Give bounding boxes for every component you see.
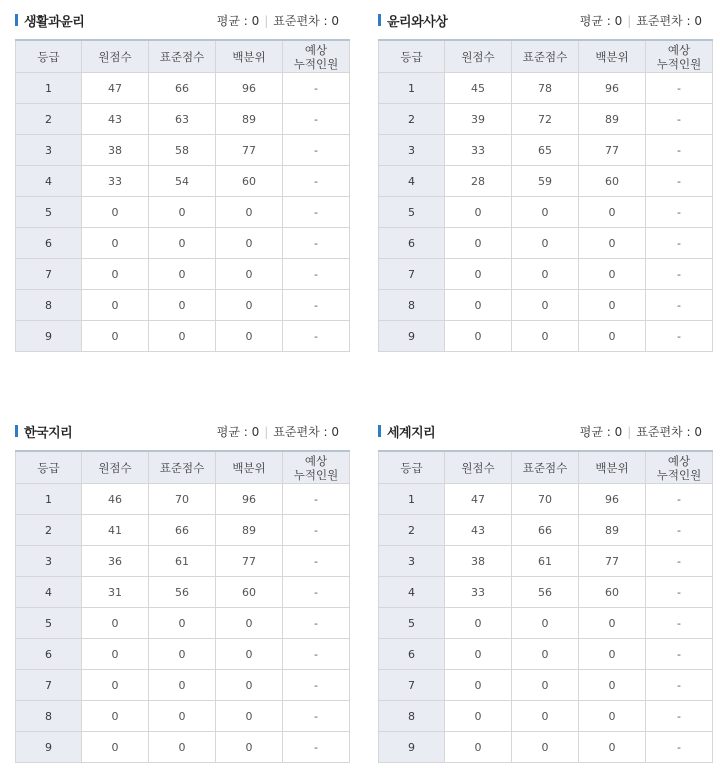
- percentile-cell: 0: [216, 290, 283, 321]
- grade-cell: 5: [16, 608, 82, 639]
- header-percentile: 백분위: [216, 40, 283, 73]
- raw-score-cell: 33: [445, 577, 512, 608]
- grade-cell: 3: [379, 135, 445, 166]
- panel-stats: [217, 12, 339, 29]
- raw-score-cell: 0: [82, 321, 149, 352]
- grade-cell: 2: [379, 104, 445, 135]
- expected-cumulative-cell: -: [646, 321, 713, 352]
- expected-cumulative-cell: -: [283, 577, 350, 608]
- grade-cell: 3: [16, 135, 82, 166]
- header-expected-line2: 누적인원: [293, 56, 339, 71]
- table-row: [379, 608, 713, 639]
- table-row: [16, 608, 350, 639]
- subject-panel: [378, 10, 712, 352]
- grade-cell: 5: [379, 197, 445, 228]
- standard-score-cell: 0: [512, 701, 579, 732]
- standard-score-cell: 0: [149, 321, 216, 352]
- table-row: [379, 515, 713, 546]
- table-row: [16, 290, 350, 321]
- raw-score-cell: 39: [445, 104, 512, 135]
- grade-cell: 3: [379, 546, 445, 577]
- expected-cumulative-cell: -: [646, 732, 713, 763]
- percentile-cell: 0: [579, 608, 646, 639]
- header-expected-cumulative: [646, 40, 713, 73]
- standard-score-cell: 0: [149, 670, 216, 701]
- expected-cumulative-cell: -: [646, 546, 713, 577]
- standard-score-cell: 0: [512, 228, 579, 259]
- title-bullet-icon: [15, 14, 18, 26]
- panel-stats: [580, 423, 702, 440]
- percentile-cell: 96: [216, 73, 283, 104]
- expected-cumulative-cell: -: [646, 197, 713, 228]
- raw-score-cell: 43: [445, 515, 512, 546]
- raw-score-cell: 33: [445, 135, 512, 166]
- table-row: [16, 546, 350, 577]
- expected-cumulative-cell: -: [283, 639, 350, 670]
- table-row: [16, 321, 350, 352]
- grade-cell: 9: [16, 321, 82, 352]
- percentile-cell: 0: [216, 701, 283, 732]
- expected-cumulative-cell: -: [646, 259, 713, 290]
- expected-cumulative-cell: -: [283, 259, 350, 290]
- percentile-cell: 0: [579, 259, 646, 290]
- expected-cumulative-cell: -: [646, 608, 713, 639]
- grade-cell: 7: [379, 259, 445, 290]
- standard-score-cell: 0: [149, 732, 216, 763]
- header-raw-score: 원점수: [82, 451, 149, 484]
- raw-score-cell: 38: [445, 546, 512, 577]
- std-label: 표준편차 :: [273, 14, 332, 28]
- expected-cumulative-cell: -: [646, 73, 713, 104]
- panel-header: [378, 10, 712, 32]
- grade-cell: 6: [16, 639, 82, 670]
- expected-cumulative-cell: -: [646, 166, 713, 197]
- grade-table: [378, 450, 713, 763]
- table-row: [379, 73, 713, 104]
- percentile-cell: 0: [216, 321, 283, 352]
- expected-cumulative-cell: -: [646, 701, 713, 732]
- percentile-cell: 0: [579, 290, 646, 321]
- expected-cumulative-cell: -: [646, 228, 713, 259]
- table-row: [16, 104, 350, 135]
- expected-cumulative-cell: -: [283, 197, 350, 228]
- grade-cell: 1: [16, 73, 82, 104]
- header-expected-line2: 누적인원: [656, 56, 702, 71]
- expected-cumulative-cell: -: [283, 104, 350, 135]
- expected-cumulative-cell: -: [283, 670, 350, 701]
- percentile-cell: 0: [579, 732, 646, 763]
- table-row: [379, 259, 713, 290]
- panel-header: [15, 421, 349, 443]
- raw-score-cell: 0: [445, 608, 512, 639]
- mean-label: 평균 :: [216, 14, 252, 28]
- expected-cumulative-cell: -: [283, 228, 350, 259]
- panel-header: [378, 421, 712, 443]
- percentile-cell: 0: [216, 639, 283, 670]
- mean-value: 0: [251, 425, 260, 439]
- raw-score-cell: 0: [445, 259, 512, 290]
- percentile-cell: 60: [216, 577, 283, 608]
- percentile-cell: 0: [579, 228, 646, 259]
- header-percentile: 백분위: [579, 451, 646, 484]
- percentile-cell: 96: [579, 73, 646, 104]
- panel-title: 생활과윤리: [24, 15, 85, 30]
- stats-divider: |: [264, 425, 269, 439]
- percentile-cell: 60: [579, 166, 646, 197]
- percentile-cell: 0: [216, 197, 283, 228]
- standard-score-cell: 54: [149, 166, 216, 197]
- grade-cell: 1: [379, 484, 445, 515]
- grade-cell: 7: [379, 670, 445, 701]
- standard-score-cell: 0: [149, 701, 216, 732]
- raw-score-cell: 43: [82, 104, 149, 135]
- table-row: [379, 484, 713, 515]
- std-value: 0: [331, 425, 339, 439]
- header-expected-line1: 예상: [304, 453, 328, 468]
- grade-cell: 1: [16, 484, 82, 515]
- grade-cell: 7: [16, 259, 82, 290]
- table-row: [16, 73, 350, 104]
- expected-cumulative-cell: -: [646, 577, 713, 608]
- percentile-cell: 0: [216, 608, 283, 639]
- expected-cumulative-cell: -: [283, 321, 350, 352]
- expected-cumulative-cell: -: [646, 135, 713, 166]
- percentile-cell: 77: [216, 135, 283, 166]
- grade-cell: 7: [16, 670, 82, 701]
- grade-cell: 6: [16, 228, 82, 259]
- raw-score-cell: 33: [82, 166, 149, 197]
- standard-score-cell: 0: [512, 197, 579, 228]
- standard-score-cell: 0: [512, 639, 579, 670]
- percentile-cell: 77: [579, 546, 646, 577]
- percentile-cell: 77: [579, 135, 646, 166]
- expected-cumulative-cell: -: [283, 515, 350, 546]
- raw-score-cell: 31: [82, 577, 149, 608]
- grade-cell: 6: [379, 639, 445, 670]
- standard-score-cell: 0: [512, 321, 579, 352]
- standard-score-cell: 72: [512, 104, 579, 135]
- standard-score-cell: 0: [512, 259, 579, 290]
- grade-table: [15, 39, 350, 352]
- percentile-cell: 89: [579, 104, 646, 135]
- expected-cumulative-cell: -: [283, 608, 350, 639]
- header-grade: 등급: [379, 451, 445, 484]
- table-row: [16, 577, 350, 608]
- mean-value: 0: [614, 425, 623, 439]
- percentile-cell: 60: [216, 166, 283, 197]
- subject-panel: [378, 421, 712, 763]
- expected-cumulative-cell: -: [283, 166, 350, 197]
- table-row: [379, 639, 713, 670]
- standard-score-cell: 61: [512, 546, 579, 577]
- header-standard-score: 표준점수: [149, 451, 216, 484]
- grade-cell: 4: [379, 577, 445, 608]
- title-bullet-icon: [15, 425, 18, 437]
- grade-cell: 9: [379, 321, 445, 352]
- panel-header: [15, 10, 349, 32]
- grade-cell: 8: [16, 701, 82, 732]
- expected-cumulative-cell: -: [646, 484, 713, 515]
- grade-cell: 9: [379, 732, 445, 763]
- table-row: [16, 135, 350, 166]
- raw-score-cell: 0: [82, 608, 149, 639]
- standard-score-cell: 66: [149, 73, 216, 104]
- raw-score-cell: 0: [82, 197, 149, 228]
- table-header-row: [16, 40, 350, 73]
- stats-divider: |: [264, 14, 269, 28]
- table-row: [379, 577, 713, 608]
- mean-label: 평균 :: [579, 14, 615, 28]
- percentile-cell: 0: [579, 197, 646, 228]
- standard-score-cell: 58: [149, 135, 216, 166]
- expected-cumulative-cell: -: [283, 546, 350, 577]
- percentile-cell: 0: [216, 732, 283, 763]
- standard-score-cell: 0: [512, 670, 579, 701]
- raw-score-cell: 0: [82, 290, 149, 321]
- table-row: [379, 670, 713, 701]
- standard-score-cell: 0: [149, 608, 216, 639]
- header-grade: 등급: [379, 40, 445, 73]
- table-row: [16, 639, 350, 670]
- table-row: [379, 546, 713, 577]
- header-percentile: 백분위: [579, 40, 646, 73]
- standard-score-cell: 63: [149, 104, 216, 135]
- grade-cell: 1: [379, 73, 445, 104]
- raw-score-cell: 46: [82, 484, 149, 515]
- standard-score-cell: 70: [512, 484, 579, 515]
- subject-panel: [15, 421, 349, 763]
- standard-score-cell: 56: [512, 577, 579, 608]
- percentile-cell: 0: [579, 321, 646, 352]
- grade-cell: 8: [379, 701, 445, 732]
- subject-panel: [15, 10, 349, 352]
- header-raw-score: 원점수: [445, 40, 512, 73]
- title-bullet-icon: [378, 14, 381, 26]
- header-expected-line1: 예상: [667, 42, 691, 57]
- raw-score-cell: 0: [445, 670, 512, 701]
- raw-score-cell: 0: [82, 259, 149, 290]
- standard-score-cell: 0: [512, 608, 579, 639]
- header-expected-line1: 예상: [304, 42, 328, 57]
- percentile-cell: 89: [216, 515, 283, 546]
- grade-cell: 2: [379, 515, 445, 546]
- expected-cumulative-cell: -: [646, 104, 713, 135]
- table-row: [379, 197, 713, 228]
- std-value: 0: [331, 14, 339, 28]
- raw-score-cell: 45: [445, 73, 512, 104]
- standard-score-cell: 0: [149, 290, 216, 321]
- percentile-cell: 0: [216, 670, 283, 701]
- panel-title: 윤리와사상: [387, 15, 448, 30]
- expected-cumulative-cell: -: [646, 670, 713, 701]
- table-row: [379, 104, 713, 135]
- header-percentile: 백분위: [216, 451, 283, 484]
- stats-divider: |: [627, 14, 632, 28]
- raw-score-cell: 0: [445, 732, 512, 763]
- grade-cell: 3: [16, 546, 82, 577]
- grade-cell: 5: [16, 197, 82, 228]
- table-header-row: [379, 40, 713, 73]
- standard-score-cell: 0: [512, 732, 579, 763]
- table-header-row: [379, 451, 713, 484]
- header-expected-line1: 예상: [667, 453, 691, 468]
- raw-score-cell: 47: [82, 73, 149, 104]
- grade-table: [15, 450, 350, 763]
- mean-value: 0: [251, 14, 260, 28]
- raw-score-cell: 0: [82, 732, 149, 763]
- table-row: [16, 732, 350, 763]
- raw-score-cell: 0: [445, 639, 512, 670]
- table-row: [379, 701, 713, 732]
- panel-title: 한국지리: [24, 426, 73, 441]
- header-grade: 등급: [16, 451, 82, 484]
- percentile-cell: 0: [579, 701, 646, 732]
- standard-score-cell: 56: [149, 577, 216, 608]
- expected-cumulative-cell: -: [283, 135, 350, 166]
- grade-cell: 2: [16, 104, 82, 135]
- standard-score-cell: 78: [512, 73, 579, 104]
- standard-score-cell: 0: [512, 290, 579, 321]
- table-row: [16, 228, 350, 259]
- expected-cumulative-cell: -: [646, 639, 713, 670]
- header-standard-score: 표준점수: [512, 451, 579, 484]
- raw-score-cell: 0: [82, 228, 149, 259]
- table-row: [16, 166, 350, 197]
- standard-score-cell: 0: [149, 228, 216, 259]
- percentile-cell: 0: [216, 228, 283, 259]
- standard-score-cell: 59: [512, 166, 579, 197]
- raw-score-cell: 0: [445, 321, 512, 352]
- percentile-cell: 0: [579, 639, 646, 670]
- table-header-row: [16, 451, 350, 484]
- raw-score-cell: 0: [82, 701, 149, 732]
- raw-score-cell: 0: [445, 228, 512, 259]
- header-expected-cumulative: [646, 451, 713, 484]
- mean-label: 평균 :: [216, 425, 252, 439]
- standard-score-cell: 0: [149, 197, 216, 228]
- standard-score-cell: 0: [149, 639, 216, 670]
- grade-cell: 4: [16, 577, 82, 608]
- raw-score-cell: 47: [445, 484, 512, 515]
- percentile-cell: 0: [216, 259, 283, 290]
- std-label: 표준편차 :: [636, 425, 695, 439]
- header-expected-line2: 누적인원: [293, 467, 339, 482]
- table-row: [16, 484, 350, 515]
- panel-stats: [217, 423, 339, 440]
- table-row: [379, 321, 713, 352]
- table-row: [379, 166, 713, 197]
- grade-cell: 2: [16, 515, 82, 546]
- percentile-cell: 0: [579, 670, 646, 701]
- raw-score-cell: 0: [445, 197, 512, 228]
- header-expected-cumulative: [283, 40, 350, 73]
- standard-score-cell: 65: [512, 135, 579, 166]
- table-row: [16, 515, 350, 546]
- expected-cumulative-cell: -: [646, 515, 713, 546]
- table-row: [16, 701, 350, 732]
- mean-value: 0: [614, 14, 623, 28]
- standard-score-cell: 66: [149, 515, 216, 546]
- table-row: [16, 259, 350, 290]
- grade-cell: 6: [379, 228, 445, 259]
- table-row: [379, 732, 713, 763]
- expected-cumulative-cell: -: [646, 290, 713, 321]
- stats-divider: |: [627, 425, 632, 439]
- standard-score-cell: 66: [512, 515, 579, 546]
- header-expected-cumulative: [283, 451, 350, 484]
- grade-cell: 5: [379, 608, 445, 639]
- standard-score-cell: 0: [149, 259, 216, 290]
- header-raw-score: 원점수: [445, 451, 512, 484]
- expected-cumulative-cell: -: [283, 73, 350, 104]
- grade-cell: 4: [16, 166, 82, 197]
- panel-title: 세계지리: [387, 426, 436, 441]
- percentile-cell: 96: [216, 484, 283, 515]
- table-row: [16, 670, 350, 701]
- expected-cumulative-cell: -: [283, 290, 350, 321]
- table-row: [16, 197, 350, 228]
- raw-score-cell: 28: [445, 166, 512, 197]
- header-raw-score: 원점수: [82, 40, 149, 73]
- raw-score-cell: 0: [445, 290, 512, 321]
- std-label: 표준편차 :: [273, 425, 332, 439]
- raw-score-cell: 0: [82, 639, 149, 670]
- expected-cumulative-cell: -: [283, 484, 350, 515]
- mean-label: 평균 :: [579, 425, 615, 439]
- grade-cell: 8: [379, 290, 445, 321]
- header-standard-score: 표준점수: [512, 40, 579, 73]
- table-row: [379, 228, 713, 259]
- raw-score-cell: 0: [445, 701, 512, 732]
- expected-cumulative-cell: -: [283, 732, 350, 763]
- percentile-cell: 96: [579, 484, 646, 515]
- panel-stats: [580, 12, 702, 29]
- table-row: [379, 290, 713, 321]
- header-grade: 등급: [16, 40, 82, 73]
- grade-cell: 4: [379, 166, 445, 197]
- grade-cell: 9: [16, 732, 82, 763]
- raw-score-cell: 36: [82, 546, 149, 577]
- percentile-cell: 89: [216, 104, 283, 135]
- title-bullet-icon: [378, 425, 381, 437]
- std-label: 표준편차 :: [636, 14, 695, 28]
- expected-cumulative-cell: -: [283, 701, 350, 732]
- std-value: 0: [694, 14, 702, 28]
- header-standard-score: 표준점수: [149, 40, 216, 73]
- grade-cell: 8: [16, 290, 82, 321]
- grade-table: [378, 39, 713, 352]
- std-value: 0: [694, 425, 702, 439]
- percentile-cell: 89: [579, 515, 646, 546]
- table-row: [379, 135, 713, 166]
- raw-score-cell: 41: [82, 515, 149, 546]
- percentile-cell: 77: [216, 546, 283, 577]
- standard-score-cell: 61: [149, 546, 216, 577]
- percentile-cell: 60: [579, 577, 646, 608]
- header-expected-line2: 누적인원: [656, 467, 702, 482]
- raw-score-cell: 38: [82, 135, 149, 166]
- standard-score-cell: 70: [149, 484, 216, 515]
- raw-score-cell: 0: [82, 670, 149, 701]
